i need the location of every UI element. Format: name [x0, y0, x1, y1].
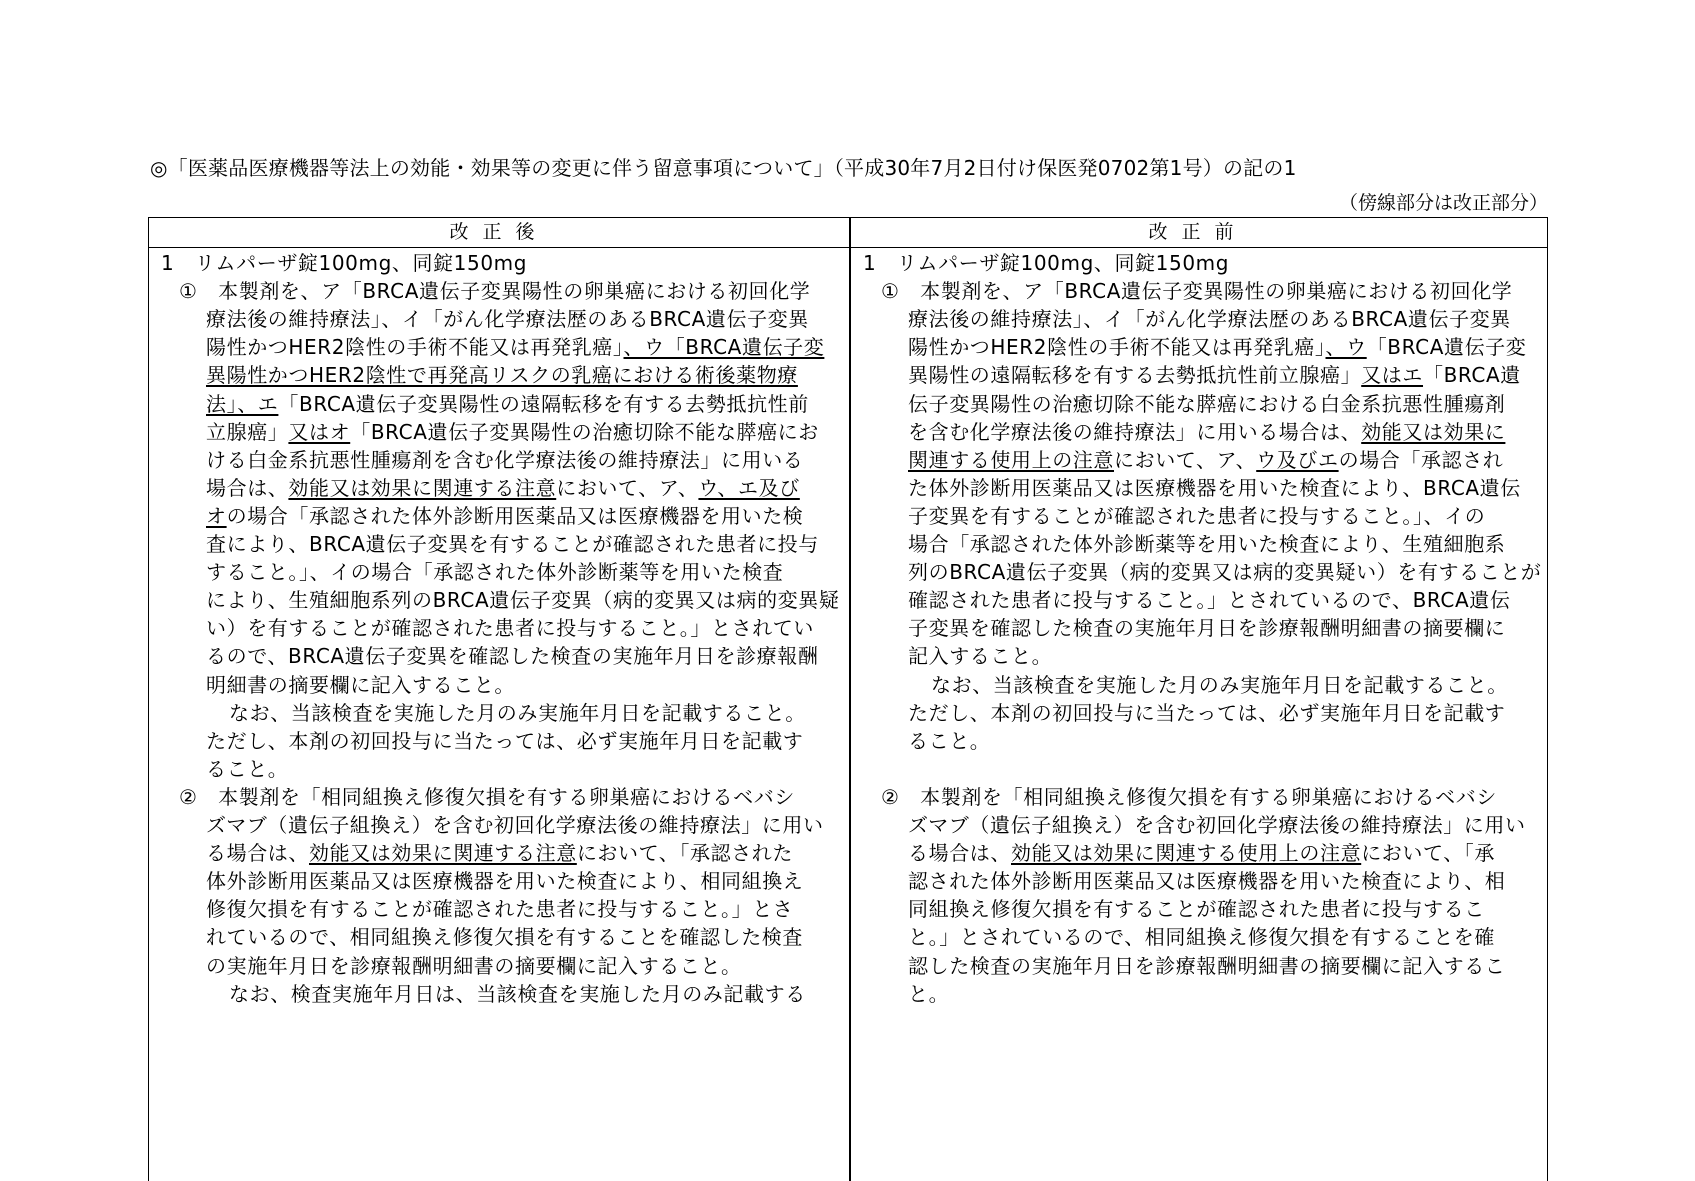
text-line [206, 727, 803, 755]
text-line [206, 614, 814, 642]
header-before: 改正前 [1148, 221, 1248, 243]
text-segment: 「BRCA遺伝子変異陽性の治癒切除不能な膵癌にお [350, 419, 819, 444]
text-line [206, 502, 803, 530]
text-segment: 認された体外診断用医薬品又は医療機器を用いた検査により、相 [908, 869, 1506, 894]
text-line [908, 361, 1521, 389]
text-segment: ① 本製剤を、ア「BRCA遺伝子変異陽性の卵巣癌における初回化学 [179, 279, 811, 304]
text-line [179, 277, 810, 305]
text-line [908, 305, 1511, 333]
text-segment: 「BRCA遺伝子変 [1366, 335, 1527, 360]
underlined-revision: 、ウ [1325, 335, 1367, 360]
text-line [908, 727, 990, 755]
text-line [206, 361, 798, 389]
text-line [881, 277, 1512, 305]
underlined-revision: 効能又は効果に関連する使用上の注意 [1011, 841, 1362, 866]
text-line [908, 980, 949, 1008]
text-segment: 子変異を確認した検査の実施年月日を診療報酬明細書の摘要欄に [908, 616, 1506, 641]
text-segment: 認した検査の実施年月日を診療報酬明細書の摘要欄に記入するこ [908, 953, 1506, 978]
text-segment: を含む化学療法後の維持療法」に用いる場合は、 [908, 419, 1362, 444]
text-line [206, 671, 515, 699]
text-line [881, 783, 1497, 811]
text-line [908, 923, 1495, 951]
text-segment: 1 リムパーザ錠100mg、同錠150mg [863, 251, 1230, 275]
header-after: 改正後 [449, 221, 549, 243]
underline-note: （傍線部分は改正部分） [1338, 192, 1548, 214]
text-line [908, 586, 1510, 614]
text-segment: 異陽性の遠隔転移を有する去勢抵抗性前立腺癌」 [908, 363, 1362, 388]
text-segment: 療法後の維持療法」、イ「がん化学療法歴のあるBRCA遺伝子変異 [908, 307, 1511, 332]
table-header-row [149, 218, 1547, 248]
text-line [908, 699, 1505, 727]
text-segment: ける白金系抗悪性腫瘍剤を含む化学療法後の維持療法」に用いる [206, 447, 804, 472]
text-segment: 1 リムパーザ錠100mg、同錠150mg [161, 251, 528, 275]
text-segment: において、「承認された [576, 841, 794, 866]
text-line [908, 895, 1485, 923]
underlined-revision: 関連する使用上の注意 [908, 447, 1114, 472]
text-segment: 場合は、 [206, 475, 289, 500]
text-segment: る場合は、 [206, 841, 309, 866]
text-segment: 場合「承認された体外診断薬等を用いた検査により、生殖細胞系 [908, 532, 1506, 556]
text-line [206, 839, 793, 867]
text-segment: 体外診断用医薬品又は医療機器を用いた検査により、相同組換え [206, 869, 804, 894]
underlined-revision: 効能又は効果に [1361, 419, 1506, 444]
text-line [206, 418, 819, 446]
text-line [908, 558, 1541, 586]
text-line [229, 980, 806, 1008]
text-segment: 「BRCA遺伝子変異陽性の遠隔転移を有する去勢抵抗性前 [278, 391, 809, 416]
underlined-revision: 又はオ [288, 419, 351, 444]
text-line [908, 446, 1503, 474]
text-line [206, 867, 803, 895]
text-line [908, 502, 1485, 530]
text-line [161, 249, 527, 277]
text-line [863, 249, 1229, 277]
text-segment: なお、検査実施年月日は、当該検査を実施した月のみ記載する [229, 981, 806, 1006]
text-segment: なお、当該検査を実施した月のみ実施年月日を記載すること。 [229, 700, 806, 725]
text-segment: ること。 [908, 728, 991, 753]
underlined-revision: ウ、エ及び [698, 475, 800, 500]
underlined-revision: 、ウ「BRCA遺伝子変 [623, 335, 825, 360]
text-line [908, 811, 1526, 839]
text-line [908, 952, 1505, 980]
text-segment: い）を有することが確認された患者に投与すること。」とされてい [206, 616, 814, 641]
text-line [908, 839, 1495, 867]
text-segment: ただし、本剤の初回投与に当たっては、必ず実施年月日を記載す [908, 700, 1506, 725]
text-segment: ② 本製剤を「相同組換え修復欠損を有する卵巣癌におけるベバシ [881, 784, 1497, 809]
underlined-revision: 法」、エ [206, 391, 279, 416]
text-line [206, 811, 824, 839]
text-line [179, 783, 795, 811]
text-segment: た体外診断用医薬品又は医療機器を用いた検査により、BRCA遺伝 [908, 475, 1521, 500]
text-line [908, 530, 1505, 558]
text-line [908, 614, 1505, 642]
text-line [206, 333, 824, 361]
text-segment: るので、BRCA遺伝子変異を確認した検査の実施年月日を診療報酬 [206, 644, 819, 669]
text-segment: 確認された患者に投与すること。」とされているので、BRCA遺伝 [908, 588, 1511, 613]
text-line [931, 671, 1508, 699]
text-segment: 記入すること。 [908, 644, 1053, 669]
text-segment: ズマブ（遺伝子組換え）を含む初回化学療法後の維持療法」に用い [206, 813, 824, 837]
text-line [206, 586, 839, 614]
underlined-revision: ウ及びエ [1256, 447, 1339, 472]
text-segment: ただし、本剤の初回投与に当たっては、必ず実施年月日を記載す [206, 728, 804, 753]
text-segment: 伝子変異陽性の治癒切除不能な膵癌における白金系抗悪性腫瘍剤 [908, 391, 1506, 416]
text-segment: 陽性かつHER2陰性の手術不能又は再発乳癌」 [908, 335, 1326, 360]
text-segment: 同組換え修復欠損を有することが確認された患者に投与するこ [908, 897, 1485, 922]
text-line [206, 530, 819, 558]
text-line [206, 923, 803, 951]
text-segment: 修復欠損を有することが確認された患者に投与すること。」とさ [206, 897, 794, 922]
text-line [908, 642, 1052, 670]
text-line [206, 642, 818, 670]
text-line [908, 418, 1505, 446]
text-segment: すること。」、イの場合「承認された体外診断薬等を用いた検査 [206, 560, 784, 585]
text-segment: 査により、BRCA遺伝子変異を有することが確認された患者に投与 [206, 532, 819, 556]
text-segment: により、生殖細胞系列のBRCA遺伝子変異（病的変異又は病的変異疑 [206, 588, 840, 613]
text-segment: の場合「承認された体外診断用医薬品又は医療機器を用いた検 [226, 503, 804, 528]
text-line [908, 867, 1505, 895]
text-segment: において、ア、 [1114, 447, 1257, 472]
text-line [206, 305, 809, 333]
text-line [229, 699, 806, 727]
text-segment: 立腺癌」 [206, 419, 289, 444]
text-segment: る場合は、 [908, 841, 1011, 866]
document-title: ◎「医薬品医療機器等法上の効能・効果等の変更に伴う留意事項について」（平成30年7月2日付け保医発0702第1号）の記の1 [150, 156, 1297, 180]
text-segment: 「BRCA遺 [1423, 363, 1521, 388]
column-divider [849, 218, 851, 1181]
text-line [206, 952, 742, 980]
text-segment: と。」とされているので、相同組換え修復欠損を有することを確 [908, 925, 1495, 950]
underlined-revision: 又はエ [1361, 363, 1424, 388]
text-segment: 列のBRCA遺伝子変異（病的変異又は病的変異疑い）を有することが [908, 560, 1542, 585]
text-segment: ること。 [206, 756, 289, 781]
text-line [908, 474, 1521, 502]
comparison-table [148, 217, 1548, 1181]
text-segment: 療法後の維持療法」、イ「がん化学療法歴のあるBRCA遺伝子変異 [206, 307, 809, 332]
text-segment: 明細書の摘要欄に記入すること。 [206, 672, 515, 697]
underlined-revision: 効能又は効果に関連する注意 [309, 841, 577, 866]
text-segment: なお、当該検査を実施した月のみ実施年月日を記載すること。 [931, 672, 1508, 697]
text-line [206, 895, 793, 923]
text-segment: ① 本製剤を、ア「BRCA遺伝子変異陽性の卵巣癌における初回化学 [881, 279, 1513, 304]
text-segment: の場合「承認され [1338, 447, 1504, 472]
underlined-revision: 効能又は効果に関連する注意 [288, 475, 557, 500]
text-line [206, 755, 288, 783]
text-line [206, 558, 783, 586]
text-line [908, 333, 1526, 361]
text-segment: において、ア、 [556, 475, 699, 500]
underlined-revision: オ [206, 503, 227, 528]
text-segment: れているので、相同組換え修復欠損を有することを確認した検査 [206, 925, 803, 950]
text-segment: 陽性かつHER2陰性の手術不能又は再発乳癌」 [206, 335, 624, 360]
text-segment: ズマブ（遺伝子組換え）を含む初回化学療法後の維持療法」に用い [908, 813, 1526, 837]
text-line [206, 390, 809, 418]
text-segment: の実施年月日を診療報酬明細書の摘要欄に記入すること。 [206, 953, 742, 978]
text-segment: と。 [908, 981, 950, 1006]
text-line [908, 390, 1505, 418]
underlined-revision: 異陽性かつHER2陰性で再発高リスクの乳癌における術後薬物療 [206, 363, 798, 388]
text-segment: において、「承 [1361, 841, 1496, 866]
text-line [206, 446, 803, 474]
text-segment: ② 本製剤を「相同組換え修復欠損を有する卵巣癌におけるベバシ [179, 784, 795, 809]
text-segment: 子変異を有することが確認された患者に投与すること。」、イの [908, 503, 1486, 528]
text-line [206, 474, 800, 502]
